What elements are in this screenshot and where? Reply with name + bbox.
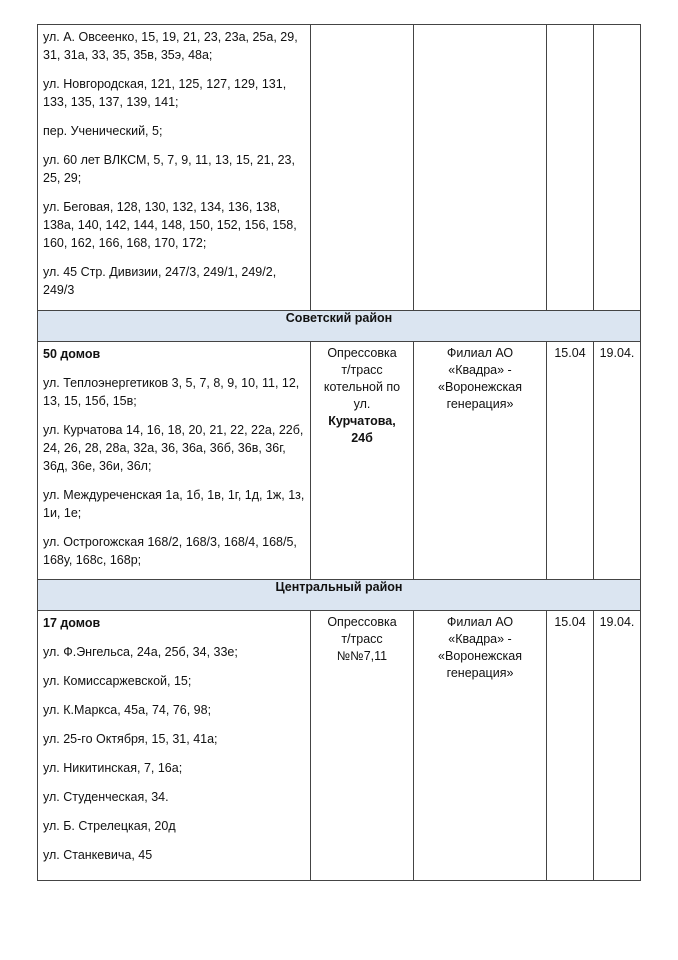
address-line: ул. 60 лет ВЛКСМ, 5, 7, 9, 11, 13, 15, 21, 23, 25, 29; <box>43 153 295 185</box>
end-date: 19.04. <box>594 611 641 881</box>
organization-cell <box>414 611 547 881</box>
organization-cell <box>414 342 547 580</box>
work-line: №№7,11 <box>336 649 388 663</box>
address-line: ул. Б. Стрелецкая, 20д <box>43 819 176 833</box>
work-cell <box>311 25 414 311</box>
work-line: ул. <box>353 397 371 411</box>
organization-line: «Воронежская <box>438 380 522 394</box>
address-line: ул. А. Овсеенко, 15, 19, 21, 23, 23а, 25а, 29, 31, 31а, 33, 35, 35в, 35э, 48а; <box>43 30 298 62</box>
address-line: ул. Острогожская 168/2, 168/3, 168/4, 168/5, 168у, 168с, 168р; <box>43 535 297 567</box>
work-line: котельной по <box>323 380 401 394</box>
address-line: ул. Теплоэнергетиков 3, 5, 7, 8, 9, 10, 11, 12, 13, 15, 15б, 15в; <box>43 376 300 408</box>
address-line: ул. Комиссаржевской, 15; <box>43 674 192 688</box>
outage-schedule-table <box>37 24 641 881</box>
table-row <box>38 342 641 580</box>
start-date: 15.04 <box>547 342 594 580</box>
district-title: Центральный район <box>38 580 641 611</box>
address-line: ул. Курчатова 14, 16, 18, 20, 21, 22, 22а, 22б, 24, 26, 28, 28а, 32а, 36, 36а, 36б, 36в, 36г, 36д, 36е, 36и, 36л; <box>43 423 304 473</box>
address-cell <box>38 25 311 311</box>
work-location: 24б <box>351 431 373 445</box>
work-cell <box>311 342 414 580</box>
address-cell <box>38 611 311 881</box>
organization-line: генерация» <box>446 666 514 680</box>
end-date-cell <box>594 25 641 311</box>
work-line: Опрессовка <box>327 346 397 360</box>
start-date: 15.04 <box>547 611 594 881</box>
address-line: пер. Ученический, 5; <box>43 124 163 138</box>
address-line: ул. Станкевича, 45 <box>43 848 153 862</box>
address-line: ул. Новгородская, 121, 125, 127, 129, 131, 133, 135, 137, 139, 141; <box>43 77 287 109</box>
address-line: ул. Ф.Энгельса, 24а, 25б, 34, 33е; <box>43 645 238 659</box>
house-count: 50 домов <box>43 347 101 361</box>
table-row <box>38 611 641 881</box>
organization-line: Филиал АО <box>446 615 514 629</box>
work-line: Опрессовка <box>327 615 397 629</box>
organization-line: «Воронежская <box>438 649 522 663</box>
district-title: Советский район <box>38 311 641 342</box>
organization-line: «Квадра» - <box>448 632 512 646</box>
work-cell <box>311 611 414 881</box>
address-line: ул. Никитинская, 7, 16а; <box>43 761 183 775</box>
district-header-row <box>38 311 641 342</box>
address-line: ул. Междуреченская 1а, 1б, 1в, 1г, 1д, 1ж, 1з, 1и, 1е; <box>43 488 305 520</box>
organization-line: Филиал АО <box>446 346 514 360</box>
work-line: т/трасс <box>341 632 383 646</box>
organization-line: «Квадра» - <box>448 363 512 377</box>
address-line: ул. 25-го Октября, 15, 31, 41а; <box>43 732 218 746</box>
address-line: ул. Беговая, 128, 130, 132, 134, 136, 138, 138а, 140, 142, 144, 148, 150, 152, 156, 158, 160, 162, 166, 168, 170, 172; <box>43 200 297 250</box>
end-date: 19.04. <box>594 342 641 580</box>
address-line: ул. Студенческая, 34. <box>43 790 169 804</box>
start-date-cell <box>547 25 594 311</box>
address-line: ул. К.Маркса, 45а, 74, 76, 98; <box>43 703 212 717</box>
organization-line: генерация» <box>446 397 514 411</box>
organization-cell <box>414 25 547 311</box>
house-count: 17 домов <box>43 616 101 630</box>
table-row <box>38 25 641 311</box>
address-line: ул. 45 Стр. Дивизии, 247/3, 249/1, 249/2, 249/3 <box>43 265 277 297</box>
work-line: т/трасс <box>341 363 383 377</box>
work-location: Курчатова, <box>328 414 396 428</box>
address-cell <box>38 342 311 580</box>
district-header-row <box>38 580 641 611</box>
